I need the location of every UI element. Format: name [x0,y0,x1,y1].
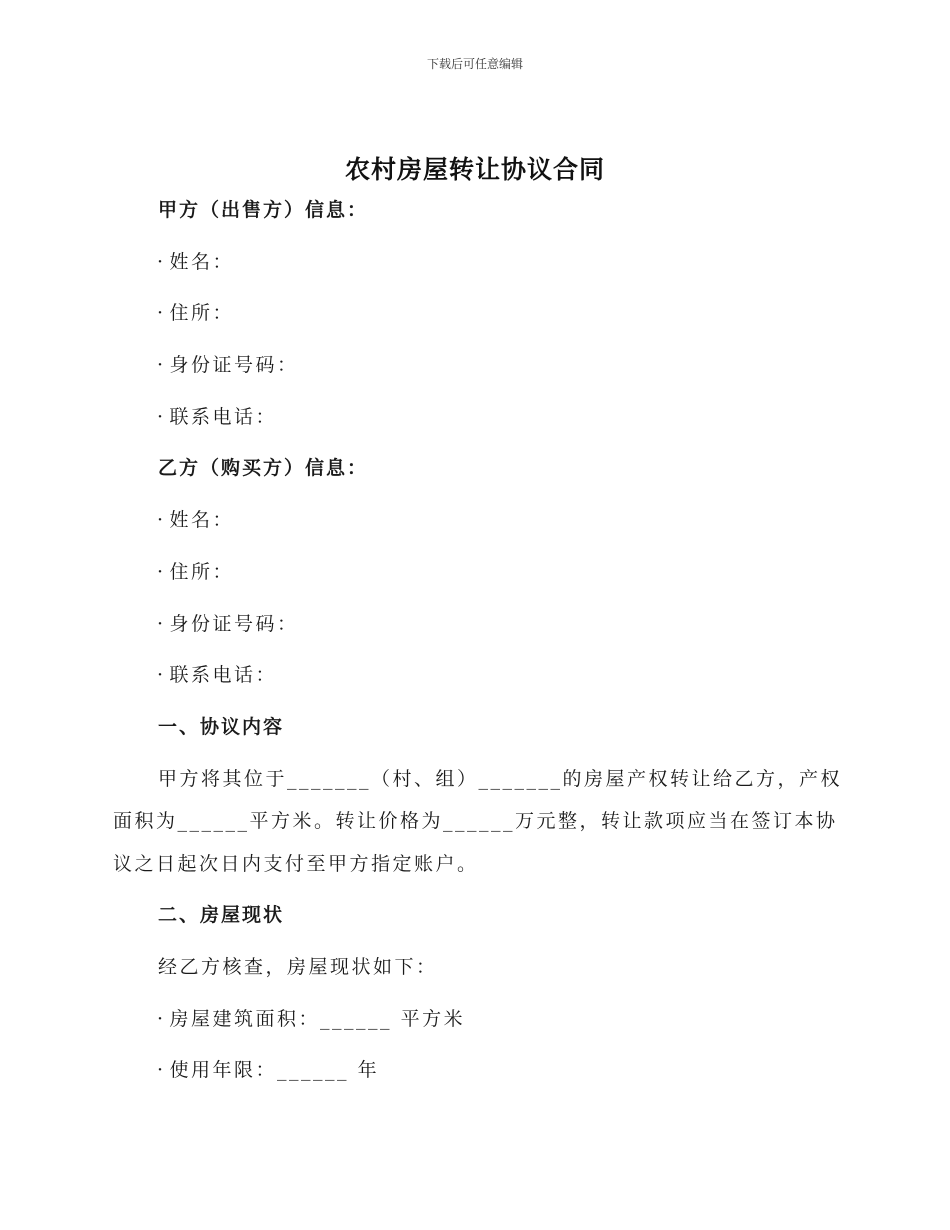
bullet-dot: · [157,1059,166,1081]
bullet-dot: · [157,1008,166,1030]
field-label: 姓名： [169,509,235,531]
section-1-line-1: 甲方将其位于_______（村、组）_______的房屋产权转让给乙方，产权 [158,768,843,790]
bullet-dot: · [157,354,166,376]
field-label: 身份证号码： [169,354,299,376]
party-b-heading: 乙方（购买方）信息： [158,457,369,479]
party-a-address-field [157,301,234,325]
bullet-dot: · [157,406,166,428]
building-area-field [157,1007,465,1031]
bullet-dot: · [157,561,166,583]
header-note: 下载后可任意编辑 [426,57,523,71]
field-label: 姓名： [169,251,235,273]
party-b-id-field [157,612,299,636]
field-label: 住所： [169,302,235,324]
section-2-intro: 经乙方核查，房屋现状如下： [158,956,438,978]
party-b-name-field [157,508,234,532]
field-label: 房屋建筑面积：______ 平方米 [169,1008,466,1030]
party-a-name-field [157,250,234,274]
field-label: 身份证号码： [169,613,299,635]
bullet-dot: · [157,251,166,273]
field-label: 联系电话： [169,664,278,686]
party-a-id-field [157,353,299,377]
party-a-heading: 甲方（出售方）信息： [158,199,369,221]
field-label: 使用年限：______ 年 [169,1059,380,1081]
bullet-dot: · [157,509,166,531]
document-title: 农村房屋转让协议合同 [344,155,605,184]
section-1-line-3: 议之日起次日内支付至甲方指定账户。 [113,853,479,875]
bullet-dot: · [157,302,166,324]
section-2-heading: 二、房屋现状 [158,904,285,926]
usage-years-field [157,1058,379,1082]
field-label: 联系电话： [169,406,278,428]
section-1-line-2: 面积为______平方米。转让价格为______万元整，转让款项应当在签订本协 [113,810,838,832]
section-1-heading: 一、协议内容 [158,716,285,738]
party-a-phone-field [157,405,277,429]
bullet-dot: · [157,664,166,686]
party-b-phone-field [157,663,277,687]
bullet-dot: · [157,613,166,635]
field-label: 住所： [169,561,235,583]
party-b-address-field [157,560,234,584]
